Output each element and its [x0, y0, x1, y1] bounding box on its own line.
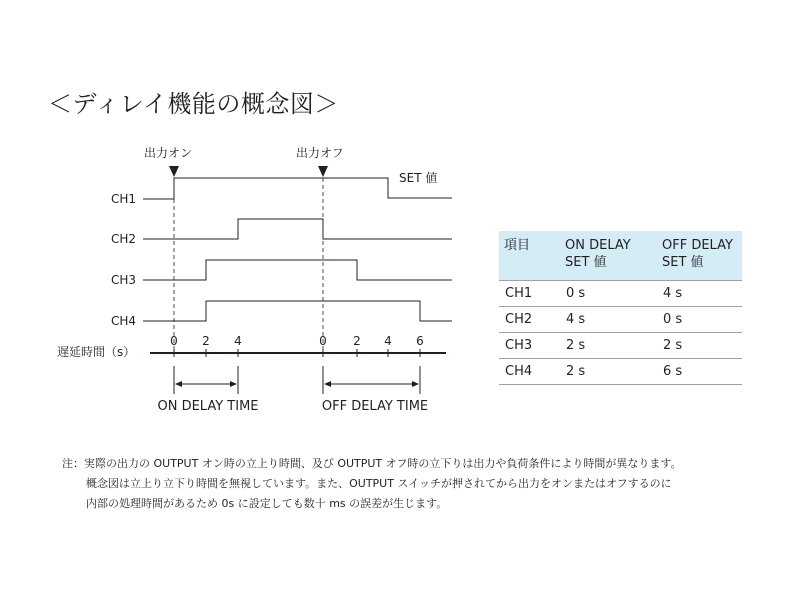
cell-on-delay: 2 s — [560, 333, 657, 359]
output-on-label: 出力オン — [144, 146, 193, 160]
channel-label-ch4: CH4 — [111, 314, 137, 328]
waveform-ch2 — [143, 219, 452, 239]
cell-on-delay: 4 s — [560, 307, 657, 333]
on-tick-4: 4 — [234, 334, 242, 348]
output-off-marker — [318, 166, 328, 177]
cell-off-delay: 0 s — [657, 307, 742, 333]
channel-label-ch2: CH2 — [111, 232, 137, 246]
cell-off-delay: 4 s — [657, 281, 742, 307]
header-item: 項目 — [499, 231, 560, 281]
cell-off-delay: 2 s — [657, 333, 742, 359]
table-row — [499, 281, 742, 307]
footnote-line-3: 内部の処理時間があるため 0s に設定しても数十 ms の誤差が生じます。 — [86, 497, 448, 510]
cell-off-delay: 6 s — [657, 359, 742, 385]
footnote-text-1: 実際の出力の OUTPUT オン時の立上り時間、及び OUTPUT オフ時の立下りは出力や負荷条件により時間が異なります。 — [84, 457, 682, 470]
on-delay-arrow — [174, 366, 238, 394]
table-row — [499, 307, 742, 333]
cell-channel: CH1 — [499, 281, 560, 307]
cell-channel: CH4 — [499, 359, 560, 385]
cell-on-delay: 2 s — [560, 359, 657, 385]
channel-label-ch3: CH3 — [111, 273, 137, 287]
cell-channel: CH3 — [499, 333, 560, 359]
footnote-line-2: 概念図は立上り立下り時間を無視しています。また、OUTPUT スイッチが押されてから出力をオンまたはオフするのに — [86, 477, 672, 490]
footnote — [62, 454, 681, 514]
header-off-delay-line2: SET 値 — [662, 255, 704, 270]
off-delay-label: OFF DELAY TIME — [321, 399, 429, 414]
off-tick-2: 2 — [353, 334, 361, 348]
output-off-label: 出力オフ — [296, 146, 344, 160]
output-on-marker — [169, 166, 179, 177]
set-value-label: SET 値 — [399, 171, 438, 185]
header-on-delay-line2: SET 値 — [565, 255, 607, 270]
header-on-delay-line1: ON DELAY — [565, 238, 631, 253]
cell-on-delay: 0 s — [560, 281, 657, 307]
delay-settings-table — [499, 231, 742, 385]
cell-channel: CH2 — [499, 307, 560, 333]
table-row — [499, 359, 742, 385]
table-header-row — [499, 231, 742, 281]
channel-label-ch1: CH1 — [111, 192, 137, 206]
waveform-ch3 — [143, 260, 452, 280]
header-off-delay — [657, 231, 742, 281]
off-tick-0: 0 — [319, 334, 327, 348]
page-title: ＜ディレイ機能の概念図＞ — [48, 90, 339, 118]
axis-label: 遅延時間（s） — [57, 345, 136, 359]
footnote-line-1 — [62, 454, 681, 474]
header-off-delay-line1: OFF DELAY — [662, 238, 733, 253]
header-on-delay — [560, 231, 657, 281]
on-tick-0: 0 — [170, 334, 178, 348]
waveform-ch4 — [143, 301, 452, 321]
footnote-prefix: 注： — [62, 457, 84, 470]
off-tick-4: 4 — [384, 334, 392, 348]
off-delay-arrow — [323, 366, 420, 394]
on-delay-label: ON DELAY TIME — [157, 399, 259, 414]
on-tick-2: 2 — [202, 334, 210, 348]
table-row — [499, 333, 742, 359]
off-tick-6: 6 — [416, 334, 424, 348]
